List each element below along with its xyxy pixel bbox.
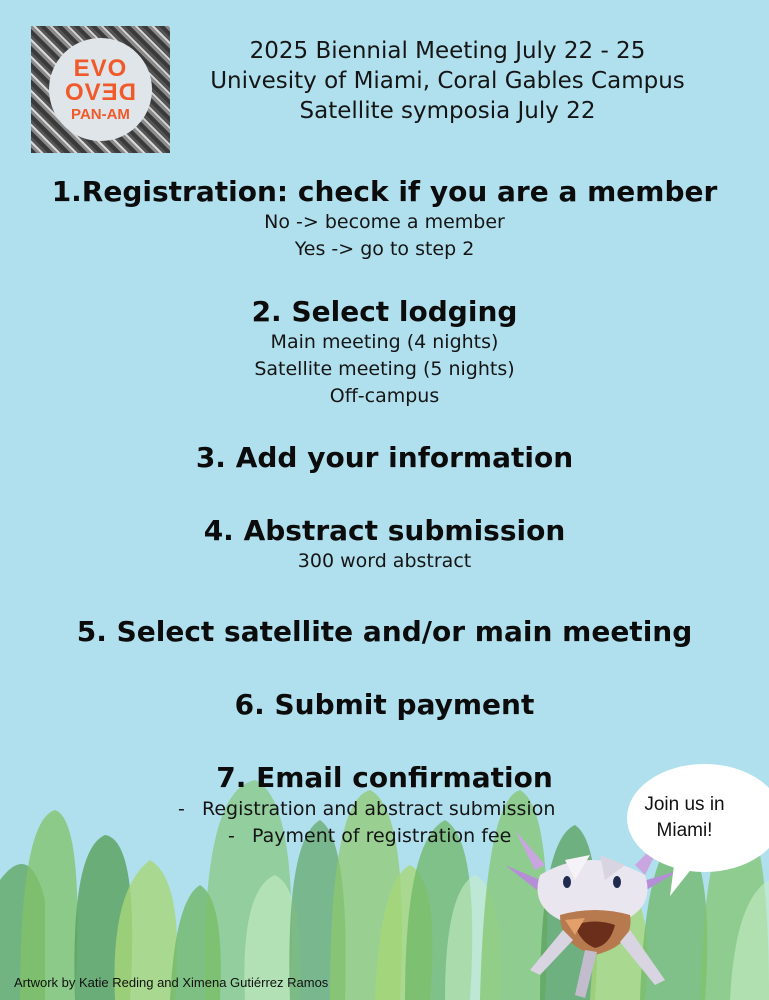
step-select-meeting	[0, 615, 769, 649]
bullet-dash: -	[228, 825, 235, 847]
step-registration	[0, 175, 769, 263]
step-title: 7. Email confirmation	[216, 761, 553, 794]
step-confirmation	[0, 761, 769, 795]
confirmation-bullets	[178, 796, 555, 850]
step-title: 1.Registration: check if you are a member	[51, 175, 718, 208]
step-line: Yes -> go to step 2	[294, 238, 475, 260]
logo-text-panam: PAN-AM	[71, 106, 130, 123]
bullet-text: Payment of registration fee	[252, 825, 512, 847]
header-line-satellite: Satellite symposia July 22	[299, 98, 596, 124]
step-information	[0, 441, 769, 475]
step-payment	[0, 688, 769, 722]
logo-text-devo: DEVO	[64, 79, 137, 106]
list-item	[178, 796, 555, 823]
bubble-text	[635, 792, 735, 844]
step-title: 5. Select satellite and/or main meeting	[76, 615, 693, 648]
step-line: Satellite meeting (5 nights)	[254, 358, 515, 380]
header-line-dates: 2025 Biennial Meeting July 22 - 25	[249, 38, 646, 64]
logo-text-evo: EVO	[73, 55, 128, 82]
step-lodging	[0, 295, 769, 410]
evo-devo-logo	[31, 26, 170, 153]
artwork-credit: Artwork by Katie Reding and Ximena Gutiérrez Ramos	[14, 975, 329, 990]
step-abstract	[0, 514, 769, 575]
bubble-line: Miami!	[656, 820, 713, 841]
step-line: 300 word abstract	[297, 550, 472, 572]
step-title: 3. Add your information	[195, 441, 574, 474]
bullet-dash: -	[178, 798, 185, 820]
meeting-header	[180, 36, 715, 126]
logo-disc	[49, 38, 152, 141]
step-line: No -> become a member	[264, 211, 505, 233]
bubble-line: Join us in	[644, 794, 725, 815]
bullet-text: Registration and abstract submission	[202, 798, 556, 820]
step-title: 2. Select lodging	[251, 295, 518, 328]
step-title: 6. Submit payment	[234, 688, 535, 721]
header-line-venue: Univesity of Miami, Coral Gables Campus	[210, 68, 685, 94]
list-item	[228, 823, 555, 850]
step-line: Main meeting (4 nights)	[270, 331, 499, 353]
step-line: Off-campus	[329, 385, 440, 407]
step-title: 4. Abstract submission	[203, 514, 566, 547]
